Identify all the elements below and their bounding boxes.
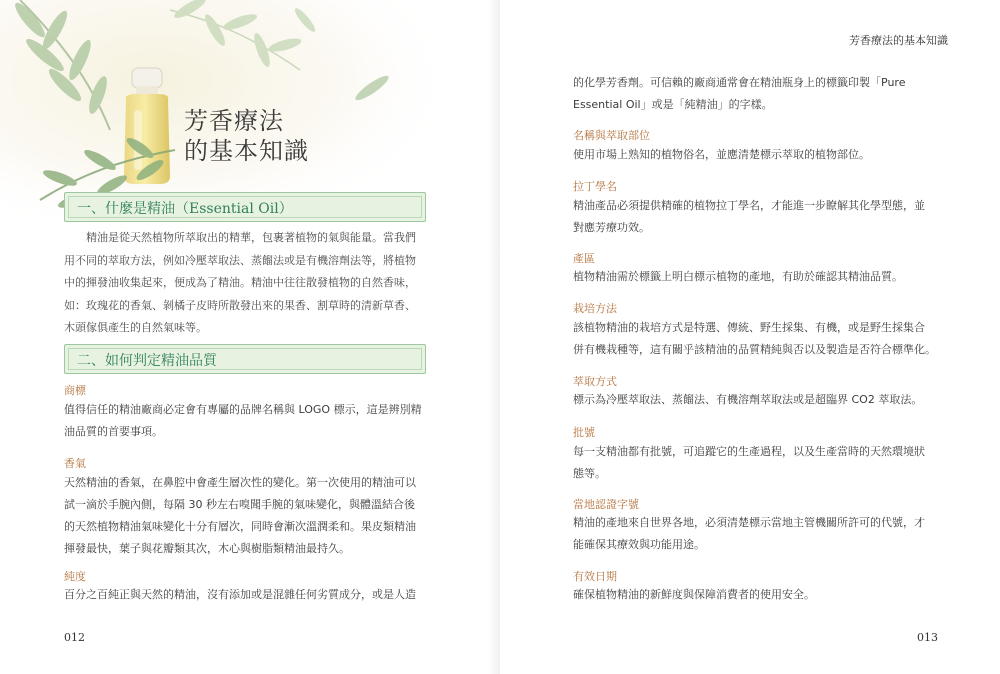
body-line: 使用市場上熟知的植物俗名，並應清楚標示萃取的植物部位。 bbox=[573, 148, 870, 161]
body-line: 中的揮發油收集起來，便成為了精油。精油中往往散發植物的自然香味， bbox=[64, 276, 416, 289]
body-line: 如：玫瑰花的香氣、剝橘子皮時所散發出來的果香、割草時的清新草香、 bbox=[64, 298, 416, 312]
body-line: 精油的產地來自世界各地，必須清楚標示當地主管機關所許可的代號，才 bbox=[573, 516, 925, 529]
item-heading: 栽培方法 bbox=[573, 302, 617, 315]
body-line: 精油是從天然植物所萃取出的精華，包裹著植物的氣與能量。當我們 bbox=[86, 231, 416, 244]
body-line: 用不同的萃取方法，例如冷壓萃取法、蒸餾法或是有機溶劑法等，將植物 bbox=[64, 253, 416, 267]
item-body bbox=[64, 399, 422, 443]
body-line: 百分之百純正與天然的精油，沒有添加或是混雜任何劣質成分，或是人造 bbox=[64, 588, 416, 601]
body-line: 併有機栽種等，這有關乎該精油的品質精純與否以及製造是否符合標準化。 bbox=[573, 343, 936, 356]
item-heading: 萃取方式 bbox=[573, 375, 617, 388]
item-heading: 純度 bbox=[64, 570, 86, 583]
section-2-banner bbox=[64, 344, 426, 374]
body-line: 精油產品必須提供精確的植物拉丁學名，才能進一步瞭解其化學型態，並 bbox=[573, 199, 925, 212]
running-head: 芳香療法的基本知識 bbox=[849, 34, 948, 47]
page-number: 012 bbox=[64, 631, 85, 644]
right-page bbox=[500, 0, 1000, 674]
continuation-text bbox=[573, 72, 905, 116]
page-number: 013 bbox=[917, 631, 938, 644]
item-body bbox=[64, 584, 416, 606]
section-1-banner bbox=[64, 192, 426, 222]
item-heading: 香氣 bbox=[64, 457, 86, 470]
item-body bbox=[573, 389, 922, 411]
body-line: 能確保其療效與功能用途。 bbox=[573, 538, 705, 551]
item-body bbox=[64, 472, 416, 560]
section-1-title: 一、什麼是精油（Essential Oil） bbox=[77, 201, 293, 217]
item-heading: 有效日期 bbox=[573, 570, 617, 583]
chapter-title-line: 的基本知識 bbox=[184, 137, 309, 165]
body-line: 對應芳療功效。 bbox=[573, 221, 650, 234]
item-body bbox=[573, 317, 936, 361]
item-heading: 名稱與萃取部位 bbox=[573, 129, 650, 142]
section-1-body bbox=[64, 227, 432, 340]
item-heading: 拉丁學名 bbox=[573, 180, 617, 193]
chapter-title-line: 芳香療法 bbox=[184, 107, 284, 135]
body-line: 的化學芳香劑。可信賴的廠商通常會在精油瓶身上的標籤印製「Pure bbox=[573, 76, 906, 89]
body-line: Essential Oil」或是「純精油」的字樣。 bbox=[573, 98, 773, 111]
item-heading: 當地認證字號 bbox=[573, 498, 639, 511]
body-line: 值得信任的精油廠商必定會有專屬的品牌名稱與 LOGO 標示，這是辨別精 bbox=[64, 403, 422, 416]
body-line: 該植物精油的栽培方式是特選、傳統、野生採集、有機，或是野生採集合 bbox=[573, 321, 925, 334]
body-line: 態等。 bbox=[573, 467, 606, 480]
item-body bbox=[573, 266, 903, 288]
chapter-title bbox=[184, 106, 309, 166]
body-line: 的天然植物精油氣味變化十分有層次，同時會漸次溫潤柔和。果皮類精油 bbox=[64, 520, 416, 533]
item-body bbox=[573, 584, 815, 606]
body-line: 確保植物精油的新鮮度與保障消費者的使用安全。 bbox=[573, 588, 815, 601]
item-body bbox=[573, 441, 925, 485]
item-body bbox=[573, 512, 925, 556]
section-2-title: 二、如何判定精油品質 bbox=[77, 353, 217, 369]
item-heading: 批號 bbox=[573, 426, 595, 439]
item-heading: 產區 bbox=[573, 252, 595, 265]
body-line: 植物精油需於標籤上明白標示植物的產地，有助於確認其精油品質。 bbox=[573, 270, 903, 283]
body-line: 標示為冷壓萃取法、蒸餾法、有機溶劑萃取法或是超臨界 CO2 萃取法。 bbox=[573, 393, 923, 406]
body-line: 揮發最快，葉子與花瓣類其次，木心與樹脂類精油最持久。 bbox=[64, 542, 350, 555]
body-line: 天然精油的香氣，在鼻腔中會產生層次性的變化。第一次使用的精油可以 bbox=[64, 476, 416, 489]
item-body bbox=[573, 144, 870, 166]
item-body bbox=[573, 195, 925, 239]
item-heading: 商標 bbox=[64, 384, 86, 397]
body-line: 油品質的首要事項。 bbox=[64, 425, 163, 438]
body-line: 木頭傢俱產生的自然氣味等。 bbox=[64, 321, 207, 334]
body-line: 試一滴於手腕內側，每隔 30 秒左右嗅聞手腕的氣味變化，與體溫結合後 bbox=[64, 498, 415, 511]
body-line: 每一支精油都有批號，可追蹤它的生產過程，以及生產當時的天然環境狀 bbox=[573, 445, 925, 458]
